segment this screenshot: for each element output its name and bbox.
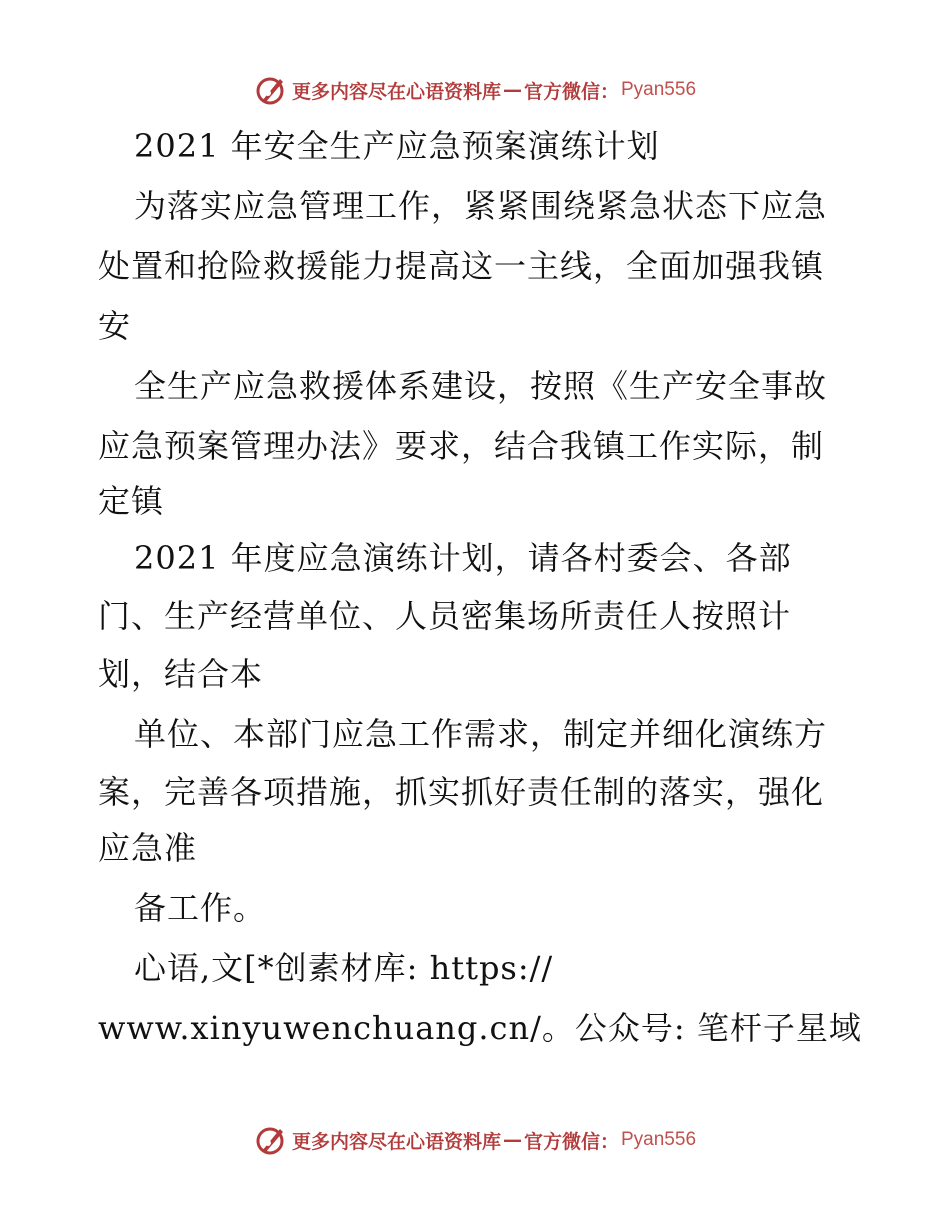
paragraph-line: 全生产应急救援体系建设，按照《生产安全事故 [134, 367, 828, 405]
paragraph-line: www.xinyuwenchuang.cn/。公众号: 笔杆子星域 [98, 1009, 862, 1047]
header-watermark-banner [0, 70, 950, 110]
paragraph-line: 划，结合本 [98, 655, 264, 693]
banner-wechat-id: Pyan556 [621, 79, 697, 100]
paragraph-line: 案，完善各项措施，抓实抓好责任制的落实，强化 [98, 773, 825, 811]
banner-main-text: 更多内容尽在心语资料库 [291, 80, 501, 103]
banner-main-text: 更多内容尽在心语资料库 [291, 1130, 501, 1153]
paragraph-line: 为落实应急管理工作，紧紧围绕紧急状态下应急 [134, 187, 828, 225]
banner-dash: — [502, 1129, 522, 1151]
paragraph-line: 备工作。 [134, 889, 267, 927]
paragraph-line: 定镇 [98, 482, 165, 520]
banner-official-label: 官方微信： [523, 1130, 619, 1153]
banner-dash: — [502, 79, 522, 101]
paragraph-line: 处置和抢险救援能力提高这一主线，全面加强我镇 [98, 247, 825, 285]
paragraph-line: 安 [98, 307, 132, 345]
quill-logo-icon [254, 73, 288, 107]
banner-official-label: 官方微信： [523, 80, 619, 103]
paragraph-line: 应急准 [98, 829, 198, 867]
paragraph-line: 单位、本部门应急工作需求，制定并细化演练方 [134, 715, 828, 753]
footer-watermark-banner [0, 1120, 950, 1160]
document-title: 2021 年安全生产应急预案演练计划 [134, 127, 660, 165]
paragraph-line: 应急预案管理办法》要求，结合我镇工作实际，制 [98, 427, 825, 465]
quill-logo-icon [254, 1123, 288, 1157]
paragraph-line: 心语,文[*创素材库: https:// [134, 949, 554, 987]
banner-wechat-id: Pyan556 [621, 1129, 697, 1150]
paragraph-line: 门、生产经营单位、人员密集场所责任人按照计 [98, 597, 792, 635]
paragraph-line: 2021 年度应急演练计划，请各村委会、各部 [134, 539, 792, 577]
